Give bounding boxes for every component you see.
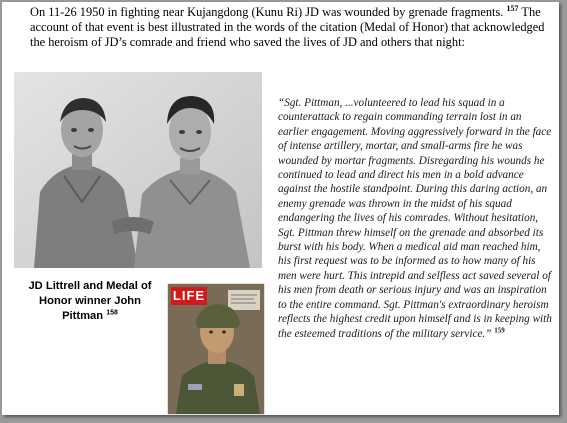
soldiers-photo: [14, 72, 262, 268]
intro-paragraph: [30, 5, 558, 50]
intro-text-continued: The account of that event is best illustrated in the words of the citation (Medal of Honor) that acknowledged the heroism of JD’s comrade and friend who saved the lives of JD and others that night:: [30, 5, 545, 49]
life-logo: LIFE: [172, 288, 206, 303]
footnote-159: 159: [494, 325, 505, 334]
photo-caption: [20, 279, 160, 324]
medal-of-honor-citation: [278, 96, 554, 341]
intro-text: On 11-26 1950 in fighting near Kujangdong (Kunu Ri) JD was wounded by grenade fragments.: [30, 5, 504, 19]
footnote-158: 158: [106, 309, 118, 317]
citation-text: “Sgt. Pittman, ...volunteered to lead his squad in a counterattack to regain commanding terrain lost in an earlier engagement. Moving aggressively forward in the face of intense artillery, mortar, and small-arms fire he was wounded by mortar fragments. Disregarding his wounds he continued to lead and direct his men in a bold advance against the hostile standpoint. During this daring action, an enemy grenade was thrown in the midst of his squad endangering the lives of his comrades. Without hesitation, Sgt. Pittman threw himself on the grenade and absorbed its burst with his body. When a medical aid man reached him, his first request was to be informed as to how many of his men were hurt. This intrepid and selfless act saved several of his men from death or serious injury and was an inspiration to the entire command. Sgt. Pittman's extraordinary heroism reflects the highest credit upon himself and is in keeping with the esteemed traditions of the military service.”: [278, 97, 552, 340]
soldiers-photo-image: [14, 72, 262, 268]
caption-text: JD Littrell and Medal of Honor winner John Pittman: [28, 280, 152, 322]
footnote-157: 157: [506, 3, 519, 13]
life-magazine-cover: [168, 284, 264, 414]
document-page: [2, 2, 559, 415]
